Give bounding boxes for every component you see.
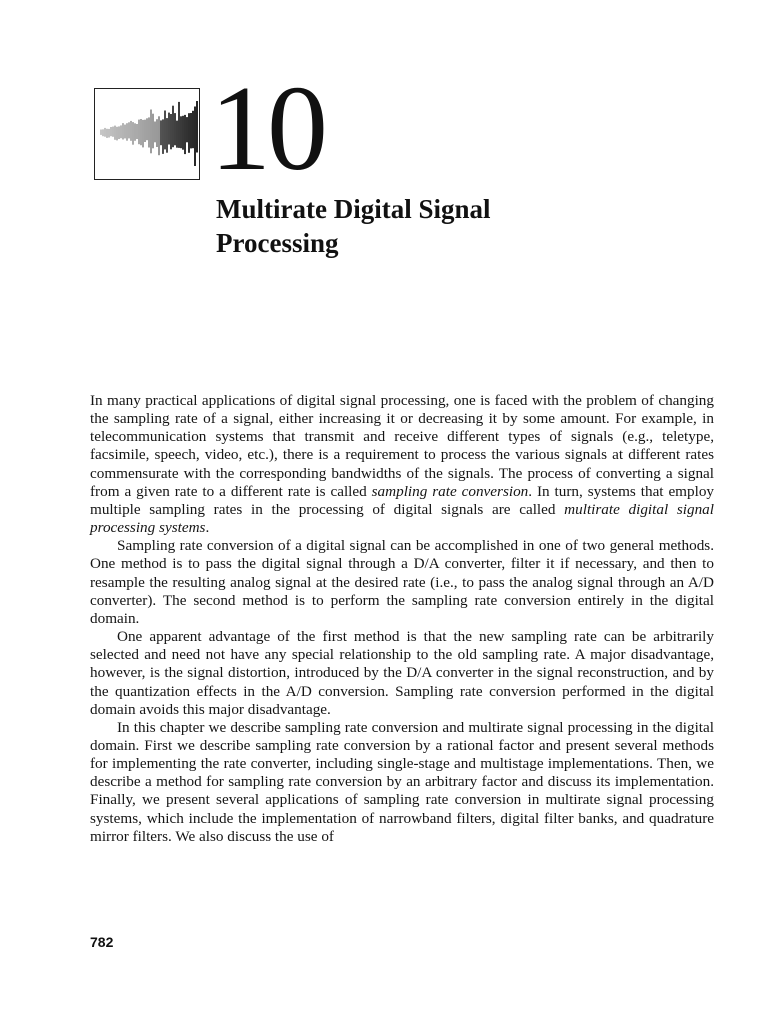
term-multirate-systems: multirate digital signal processing systems	[90, 500, 714, 537]
chapter-title-line-1: Multirate Digital Signal	[216, 194, 491, 224]
chapter-body	[90, 392, 714, 846]
chapter-number: 10	[210, 61, 324, 196]
page-number: 782	[90, 934, 114, 950]
paragraph-advantages: One apparent advantage of the first method is that the new sampling rate can be arbitrarily selected and need not have any special relationship to the old sampling rate. A major disadvantage, however, is the signal distortion, introduced by the D/A converter in the signal reconstruction, and by the quantization effects in the A/D conversion. Sampling rate conversion performed in the digital domain avoids this major disadvantage.	[90, 628, 714, 718]
chapter-title	[216, 192, 696, 260]
term-sampling-rate-conversion: sampling rate conversion	[371, 482, 529, 500]
waveform-graphic	[95, 89, 200, 180]
paragraph-intro-text-3: .	[205, 519, 210, 537]
paragraph-methods: Sampling rate conversion of a digital signal can be accomplished in one of two general methods. One method is to pass the digital signal through a D/A converter, filter it if necessary, and then to resample the resulting analog signal at the desired rate (i.e., to pass the analog signal through an A/D converter). The second method is to perform the sampling rate conversion entirely in the digital domain.	[90, 537, 714, 627]
paragraph-intro-text-1: In many practical applications of digital signal processing, one is faced with the problem of changing the sampling rate of a signal, either increasing it or decreasing it by some amount. For example, in telecommunication systems that transmit and receive different types of signals (e.g., teletype, facsimile, speech, video, etc.), there is a requirement to process the various signals at different rates commensurate with the corresponding bandwidths of the signals. The process of converting a signal from a given rate to a different rate is called	[90, 392, 714, 500]
chapter-waveform-emblem	[94, 88, 200, 180]
chapter-title-line-2: Processing	[216, 228, 339, 258]
paragraph-chapter-overview: In this chapter we describe sampling rate conversion and multirate signal processing in the digital domain. First we describe sampling rate conversion by a rational factor and present several methods for implementing the rate converter, including single-stage and multistage implementations. Then, we describe a method for sampling rate conversion by an arbitrary factor and discuss its implementation. Finally, we present several applications of sampling rate conversion in multirate signal processing systems, which include the implementation of narrowband filters, digital filter banks, and quadrature mirror filters. We also discuss the use of	[90, 718, 714, 845]
paragraph-intro	[90, 392, 714, 537]
paragraph-intro-text-2: . In turn, systems that employ multiple sampling rates in the processing of digital signals are called	[90, 482, 715, 518]
